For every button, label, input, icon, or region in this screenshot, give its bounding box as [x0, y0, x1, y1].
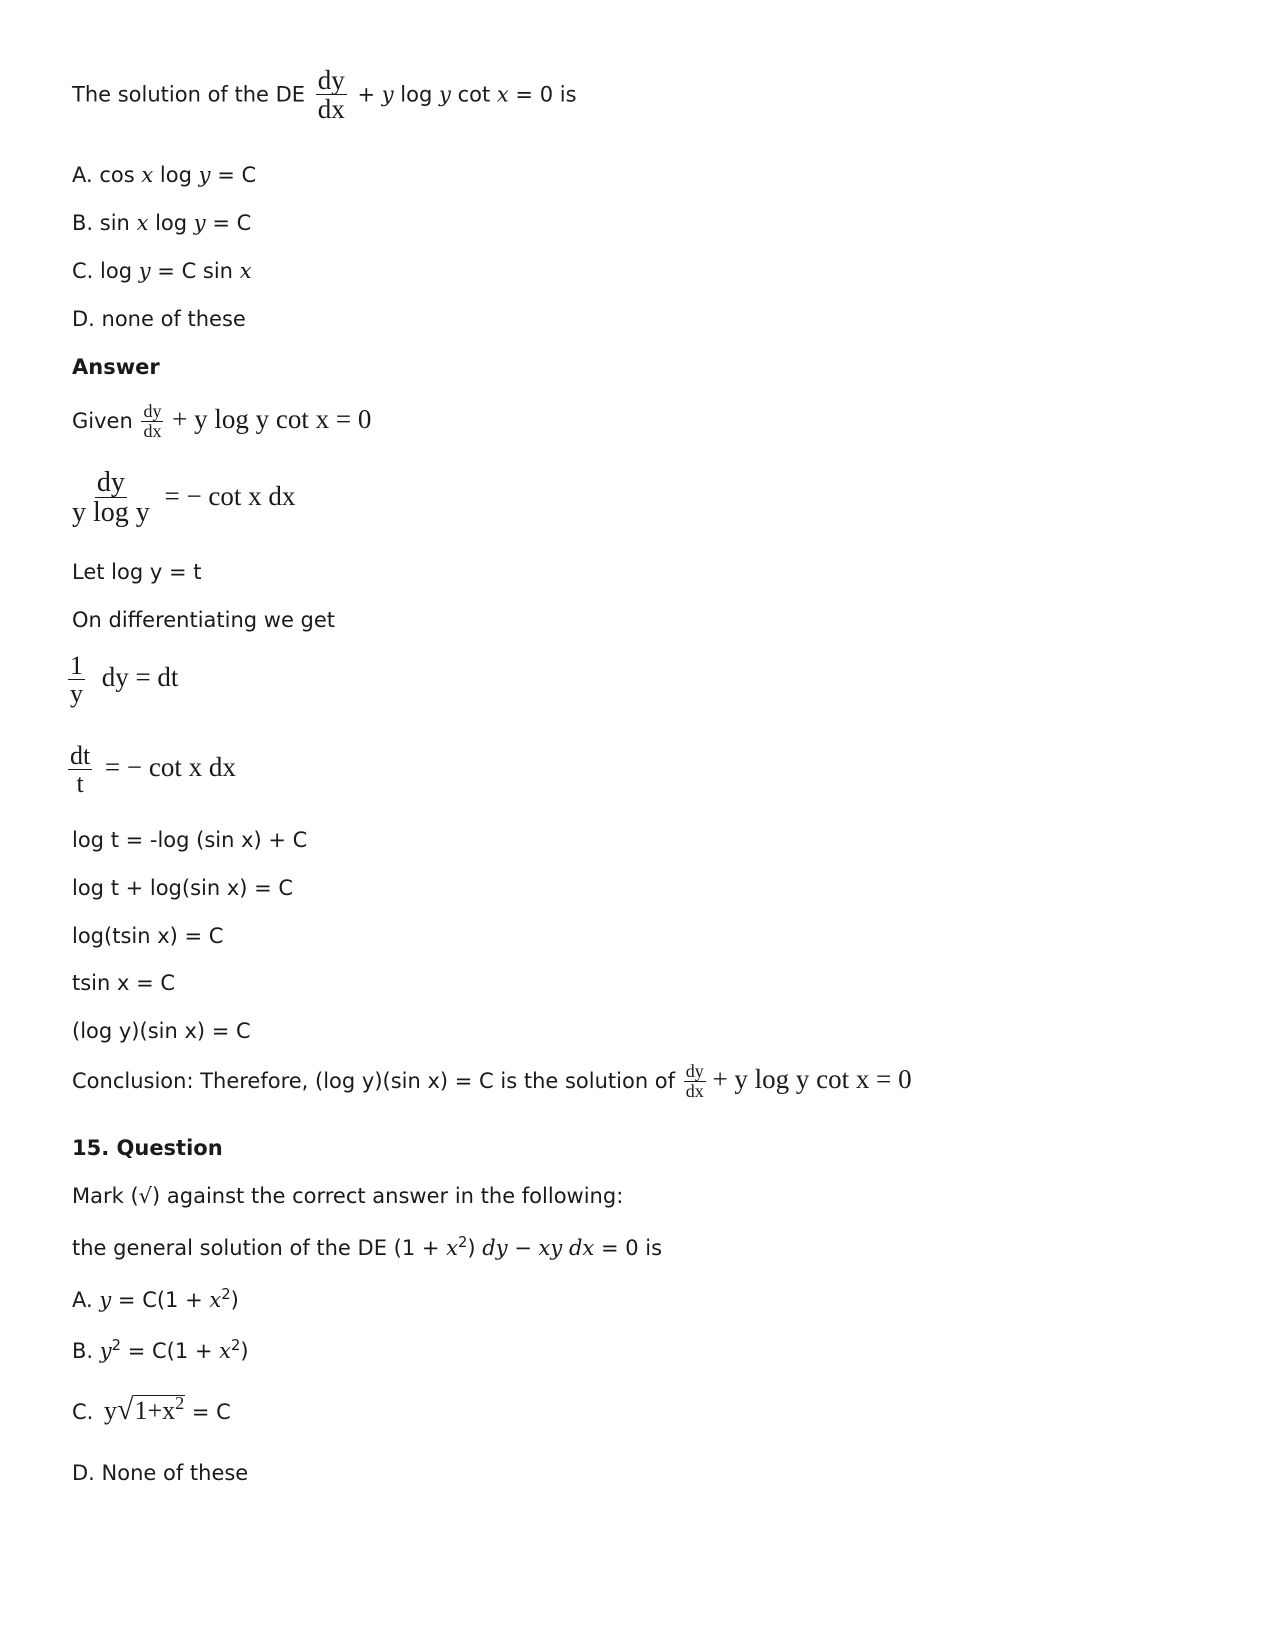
q15-option-a: A. $y = C(1 + x^2)$	[72, 1285, 239, 1312]
question-stem: The solution of the DE $\frac{dy}{dx}$ + y log y cot x = 0 is	[72, 65, 577, 125]
sep-fraction: $\frac{dy}{\text{y log y}}$	[72, 467, 150, 529]
answer-heading: Answer	[72, 355, 160, 379]
question-15-stem: the general solution of the DE $(1 + x^2)$ dy − xy dx = 0 is	[72, 1233, 663, 1260]
option-d: D. none of these	[72, 307, 246, 331]
dy-dx-fraction: $\frac{dy}{dx}$	[317, 65, 345, 125]
q15-option-b: B. $y^2 = C(1 + x^2)$	[72, 1336, 249, 1363]
step-2: log t + log(sin x) = C	[72, 876, 294, 900]
differentiating-note: On differentiating we get	[72, 608, 336, 632]
separated-equation: $\frac{dy}{\text{y log y}}$ = − cot x dx	[72, 467, 296, 529]
question-15-heading: 15. Question	[72, 1136, 223, 1160]
option-c: C. log y = C sin x	[72, 259, 252, 283]
answer-given: Given $\frac{dy}{dx}$ + y log y cot x = 0	[72, 401, 372, 441]
step-4: tsin x = C	[72, 971, 176, 995]
option-b: B. sin x log y = C	[72, 211, 252, 235]
q15-option-d: D. None of these	[72, 1461, 249, 1485]
step-1: log t = -log (sin x) + C	[72, 828, 308, 852]
option-a: A. cos x log y = C	[72, 163, 257, 187]
dt-over-t-step: $\frac{dt}{t}$ = − cot x dx	[70, 741, 236, 799]
radical-expression: $y√1+x^2$	[104, 1393, 185, 1426]
conclusion: Conclusion: Therefore, (log y)(sin x) = C is the solution of $\frac{dy}{dx}$ + y log y cot x = 0	[72, 1061, 912, 1101]
let-substitution: Let log y = t	[72, 560, 202, 584]
q15-option-c: C. $y√1+x^2 = C$	[72, 1393, 231, 1426]
derivative-step: $\frac{1}{y}$ dy = dt	[70, 651, 179, 709]
question-15-instruction: Mark (√) against the correct answer in the following:	[72, 1184, 624, 1208]
step-5: (log y)(sin x) = C	[72, 1019, 251, 1043]
given-fraction: $\frac{dy}{dx}$	[143, 401, 162, 441]
step-3: log(tsin x) = C	[72, 924, 224, 948]
